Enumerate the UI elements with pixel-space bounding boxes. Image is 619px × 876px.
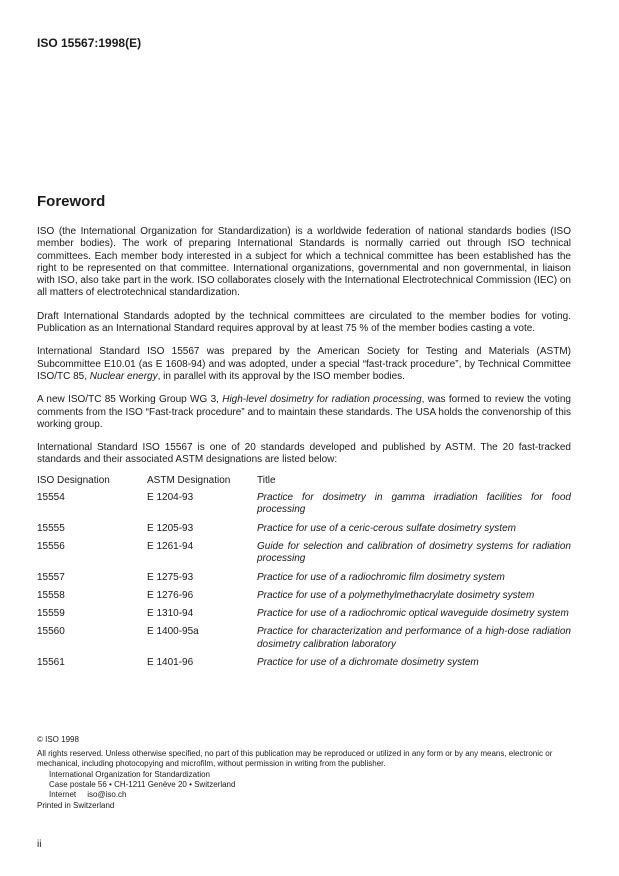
astm-designation: E 1276-96 — [147, 589, 194, 601]
iso-designation: 15560 — [37, 626, 65, 638]
table-row — [37, 492, 571, 517]
table-row — [37, 572, 571, 584]
foreword-paragraph-5: International Standard ISO 15567 is one of 20 standards developed and published by ASTM. The 20 fast-tracked standards and their associated ASTM designations are listed below: — [37, 442, 571, 466]
paragraph-text: A new ISO/TC 85 Working Group WG 3, — [37, 394, 223, 406]
page-number: ii — [37, 839, 42, 850]
column-header-title: Title — [257, 474, 276, 486]
foreword-paragraph-4 — [37, 394, 571, 431]
standards-table — [37, 475, 571, 670]
working-group-name: High-level dosimetry for radiation processing — [222, 394, 422, 406]
iso-designation: 15556 — [37, 540, 65, 552]
postal-address: Case postale 56 • CH-1211 Genève 20 • Switzerland — [49, 780, 236, 789]
table-row — [37, 657, 571, 669]
standard-title: Guide for selection and calibration of dosimetry systems for radiation processing — [257, 540, 571, 565]
table-header-row — [37, 475, 571, 487]
iso-designation: 15554 — [37, 492, 65, 504]
document-id: ISO 15567:1998(E) — [37, 36, 142, 50]
iso-designation: 15557 — [37, 571, 65, 583]
table-row — [37, 590, 571, 602]
standard-title: Practice for use of a polymethylmethacrylate dosimetry system — [257, 589, 535, 601]
iso-designation: 15559 — [37, 608, 65, 620]
column-header-astm: ASTM Designation — [147, 474, 231, 486]
copyright-line: © ISO 1998 — [37, 735, 79, 744]
standard-title: Practice for use of a ceric-cerous sulfate dosimetry system — [257, 522, 516, 534]
paragraph-text: , in parallel with its approval by the ISO member bodies. — [157, 370, 405, 382]
foreword-paragraph-1: ISO (the International Organization for Standardization) is a worldwide federation of national standards bodies (ISO member bodies). The work of preparing International Standards is normally carried out through ISO technical committees. Each member body interested in a subject for which a technical committee has been established has the right to be represented on that committee. International organizations, governmental and non governmental, in liaison with ISO, also take part in the work. ISO collaborates closely with the International Electrotechnical Commission (IEC) on all matters of electrotechnical standardization. — [37, 226, 571, 299]
organization-name: International Organization for Standardization — [49, 770, 210, 779]
astm-designation: E 1275-93 — [147, 571, 194, 583]
foreword-paragraph-3 — [37, 346, 571, 383]
table-row — [37, 626, 571, 651]
foreword-paragraph-2: Draft International Standards adopted by the technical committees are circulated to the member bodies for voting. Publication as an International Standard requires approval by at least 75 % of the member bodies casting a vote. — [37, 310, 571, 335]
standard-title: Practice for use of a radiochromic film dosimetry system — [257, 571, 505, 583]
table-row — [37, 608, 571, 620]
astm-designation: E 1401-96 — [147, 657, 194, 669]
foreword-body — [37, 226, 571, 675]
iso-designation: 15558 — [37, 589, 65, 601]
astm-designation: E 1205-93 — [147, 522, 194, 534]
internet-contact: Internet iso@iso.ch — [49, 790, 127, 799]
astm-designation: E 1310-94 — [147, 608, 194, 620]
table-row — [37, 541, 571, 566]
iso-designation: 15561 — [37, 657, 65, 669]
paragraph-text: International Standard ISO 15567 was prepared by the American Society for Testing and Materials (ASTM) Subcommittee E10.01 (as E 1608-94) and was adopted, under a special “fast-track procedure”, by Technical Committee ISO/TC 85, — [37, 346, 571, 382]
printed-location: Printed in Switzerland — [37, 801, 115, 810]
copyright-block — [37, 735, 577, 811]
standard-title: Practice for use of a dichromate dosimetry system — [257, 657, 479, 669]
astm-designation: E 1400-95a — [147, 626, 199, 638]
committee-name: Nuclear energy — [89, 370, 158, 382]
rights-notice: All rights reserved. Unless otherwise specified, no part of this publication may be reproduced or utilized in any form or by any means, electronic or mechanical, including photocopying and microfilm, without permission in writing from the publisher. — [37, 749, 553, 768]
iso-designation: 15555 — [37, 522, 65, 534]
foreword-heading: Foreword — [37, 193, 106, 210]
astm-designation: E 1261-94 — [147, 540, 194, 552]
column-header-iso: ISO Designation — [37, 474, 110, 486]
table-row — [37, 523, 571, 535]
standard-title: Practice for use of a radiochromic optical waveguide dosimetry system — [257, 608, 569, 620]
standard-title: Practice for dosimetry in gamma irradiation facilities for food processing — [257, 492, 571, 516]
paragraph-text: , was formed to review the voting comments from the ISO “Fast-track procedure” and to maintain these standards. The USA holds the convenorship of this working group. — [37, 394, 571, 430]
astm-designation: E 1204-93 — [147, 492, 194, 504]
standard-title: Practice for characterization and performance of a high-dose radiation dosimetry calibration laboratory — [257, 626, 571, 650]
